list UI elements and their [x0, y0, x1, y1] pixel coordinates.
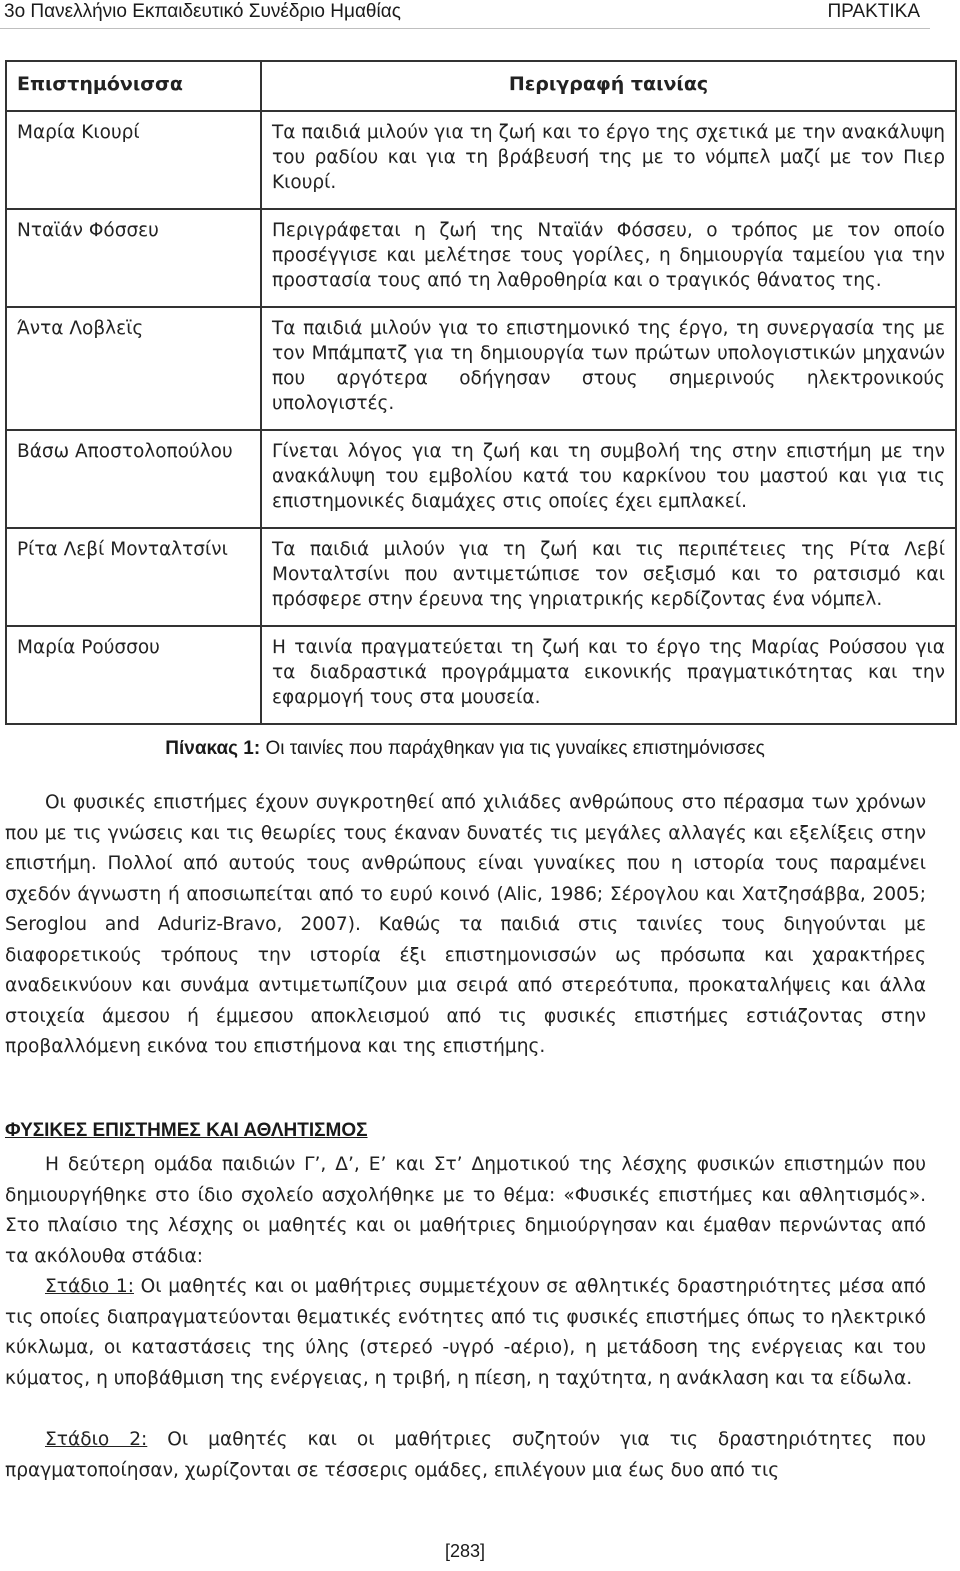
- film-description: Τα παιδιά μιλούν για τη ζωή και τις περιπέτειες της Ρίτα Λεβί Μονταλτσίνι που αντιμετώπισε τον σεξισμό και το ρατσισμό και πρόσφερε στην έρευνα της γηριατρικής κερδίζοντας ένα νόμπελ.: [261, 528, 956, 626]
- scientist-name: Μαρία Κιουρί: [6, 111, 261, 209]
- stage-2-text: Οι μαθητές και οι μαθήτριες συζητούν για τις δραστηριότητες που πραγματοποίησαν, χωρίζονται σε τέσσερις ομάδες, επιλέγουν μια έως δυο από τις: [5, 1429, 927, 1481]
- film-description: Η ταινία πραγματεύεται τη ζωή και το έργο της Μαρίας Ρούσσου για τα διαδραστικά προγράμματα εικονικής πραγματικότητας και την εφαρμογή τους στα μουσεία.: [261, 626, 956, 724]
- table-header-row: [6, 61, 956, 111]
- section-heading: ΦΥΣΙΚΕΣ ΕΠΙΣΤΗΜΕΣ ΚΑΙ ΑΘΛΗΤΙΣΜΟΣ: [5, 1120, 368, 1141]
- scientist-name: Μαρία Ρούσσου: [6, 626, 261, 724]
- scientist-name: Νταϊάν Φόσσευ: [6, 209, 261, 307]
- stage-1-text: Οι μαθητές και οι μαθήτριες συμμετέχουν σε αθλητικές δραστηριότητες μέσα από τις οποίες διαπραγματεύονται θεματικές ενότητες από τις φυσικές επιστήμες όπως το ηλεκτρικό κύκλωμα, οι καταστάσεις της ύλης (στερεό -υγρό -αέριο), η μετάδοση της ενέργειας και του κύματος, η υποβάθμιση της ενέργειας, η τριβή, η πίεση, η ταχύτητα, η ανάκλαση και τα είδωλα.: [5, 1276, 927, 1389]
- scientists-table: [5, 60, 957, 725]
- caption-text: Οι ταινίες που παράχθηκαν για τις γυναίκες επιστημόνισσες: [260, 738, 765, 759]
- section-label: ΠΡΑΚΤΙΚΑ: [827, 1, 920, 22]
- column-header-description: Περιγραφή ταινίας: [261, 61, 956, 111]
- film-description: Περιγράφεται η ζωή της Νταϊάν Φόσσευ, ο τρόπος με τον οποίο προσέγγισε και μελέτησε τους γορίλες, η δημιουργία ταμείου για την προστασία τους από τη λαθροθηρία και ο τραγικός θάνατος της.: [261, 209, 956, 307]
- film-description: Τα παιδιά μιλούν για το επιστημονικό της έργο, τη συνεργασία της με τον Μπάμπατζ για τη δημιουργία των πρώτων υπολογιστικών μηχανών που αργότερα οδήγησαν στους σημερινούς ηλεκτρονικούς υπολογιστές.: [261, 307, 956, 430]
- page-number: [283]: [444, 1541, 486, 1561]
- scientist-name: Ρίτα Λεβί Μονταλτσίνι: [6, 528, 261, 626]
- scientist-name: Άντα Λοβλεϊς: [6, 307, 261, 430]
- table-row: [6, 528, 956, 626]
- table-row: [6, 430, 956, 528]
- table-row: [6, 209, 956, 307]
- stage-2-label: Στάδιο 2:: [45, 1429, 148, 1450]
- stage-1-paragraph: [5, 1272, 926, 1394]
- table-row: [6, 111, 956, 209]
- stage-1-label: Στάδιο 1:: [45, 1276, 134, 1297]
- body-paragraph-2: Η δεύτερη ομάδα παιδιών Γ’, Δ’, Ε’ και Στ’ Δημοτικού της λέσχης φυσικών επιστημών που δημιουργήθηκε στο ίδιο σχολείο ασχολήθηκε με το θέμα: «Φυσικές επιστήμες και αθλητισμός». Στο πλαίσιο της λέσχης οι μαθητές και οι μαθήτριες δημιούργησαν και έμαθαν περνώντας από τα ακόλουθα στάδια:: [5, 1154, 926, 1267]
- film-description: Γίνεται λόγος για τη ζωή και τη συμβολή της στην επιστήμη με την ανακάλυψη του εμβολίου κατά του καρκίνου του μαστού και για τις επιστημονικές διαμάχες στις οποίες έχει εμπλακεί.: [261, 430, 956, 528]
- table-caption: [0, 738, 930, 760]
- body-paragraph-1: Οι φυσικές επιστήμες έχουν συγκροτηθεί από χιλιάδες ανθρώπους στο πέρασμα των χρόνων που με τις γνώσεις και τις θεωρίες τους έκαναν δυνατές τις μεγάλες αλλαγές και εξελίξεις στην επιστήμη. Πολλοί από αυτούς τους ανθρώπους είναι γυναίκες που η ιστορία τους παραμένει σχεδόν άγνωστη ή αποσιωπείται από το ευρύ κοινό (Alic, 1986; Σέρογλου και Χατζησάββα, 2005; Seroglou and Aduriz-Bravo, 2007). Καθώς τα παιδιά στις ταινίες τους διηγούνται με διαφορετικούς τρόπους την ιστορία έξι επιστημονισσών ως πρόσωπα και χαρακτήρες αναδεικνύουν και συνάμα αντιμετωπίζουν μια σειρά από στερεότυπα, προκαταλήψεις και άλλα στοιχεία άμεσου ή έμμεσου αποκλεισμού από τις φυσικές επιστήμες εστιάζοντας στην προβαλλόμενη εικόνα του επιστήμονα και της επιστήμης.: [5, 792, 926, 1057]
- table-row: [6, 307, 956, 430]
- conference-title: 3ο Πανελλήνιο Εκπαιδευτικό Συνέδριο Ημαθίας: [4, 1, 401, 22]
- caption-label: Πίνακας 1:: [165, 738, 261, 759]
- stage-2-paragraph: [5, 1425, 926, 1486]
- column-header-scientist: Επιστημόνισσα: [6, 61, 261, 111]
- table-row: [6, 626, 956, 724]
- film-description: Τα παιδιά μιλούν για τη ζωή και το έργο της σχετικά με την ανακάλυψη του ραδίου και για τη βράβευσή της με το νόμπελ μαζί με τον Πιερ Κιουρί.: [261, 111, 956, 209]
- page-header: [0, 0, 930, 29]
- scientist-name: Βάσω Αποστολοπούλου: [6, 430, 261, 528]
